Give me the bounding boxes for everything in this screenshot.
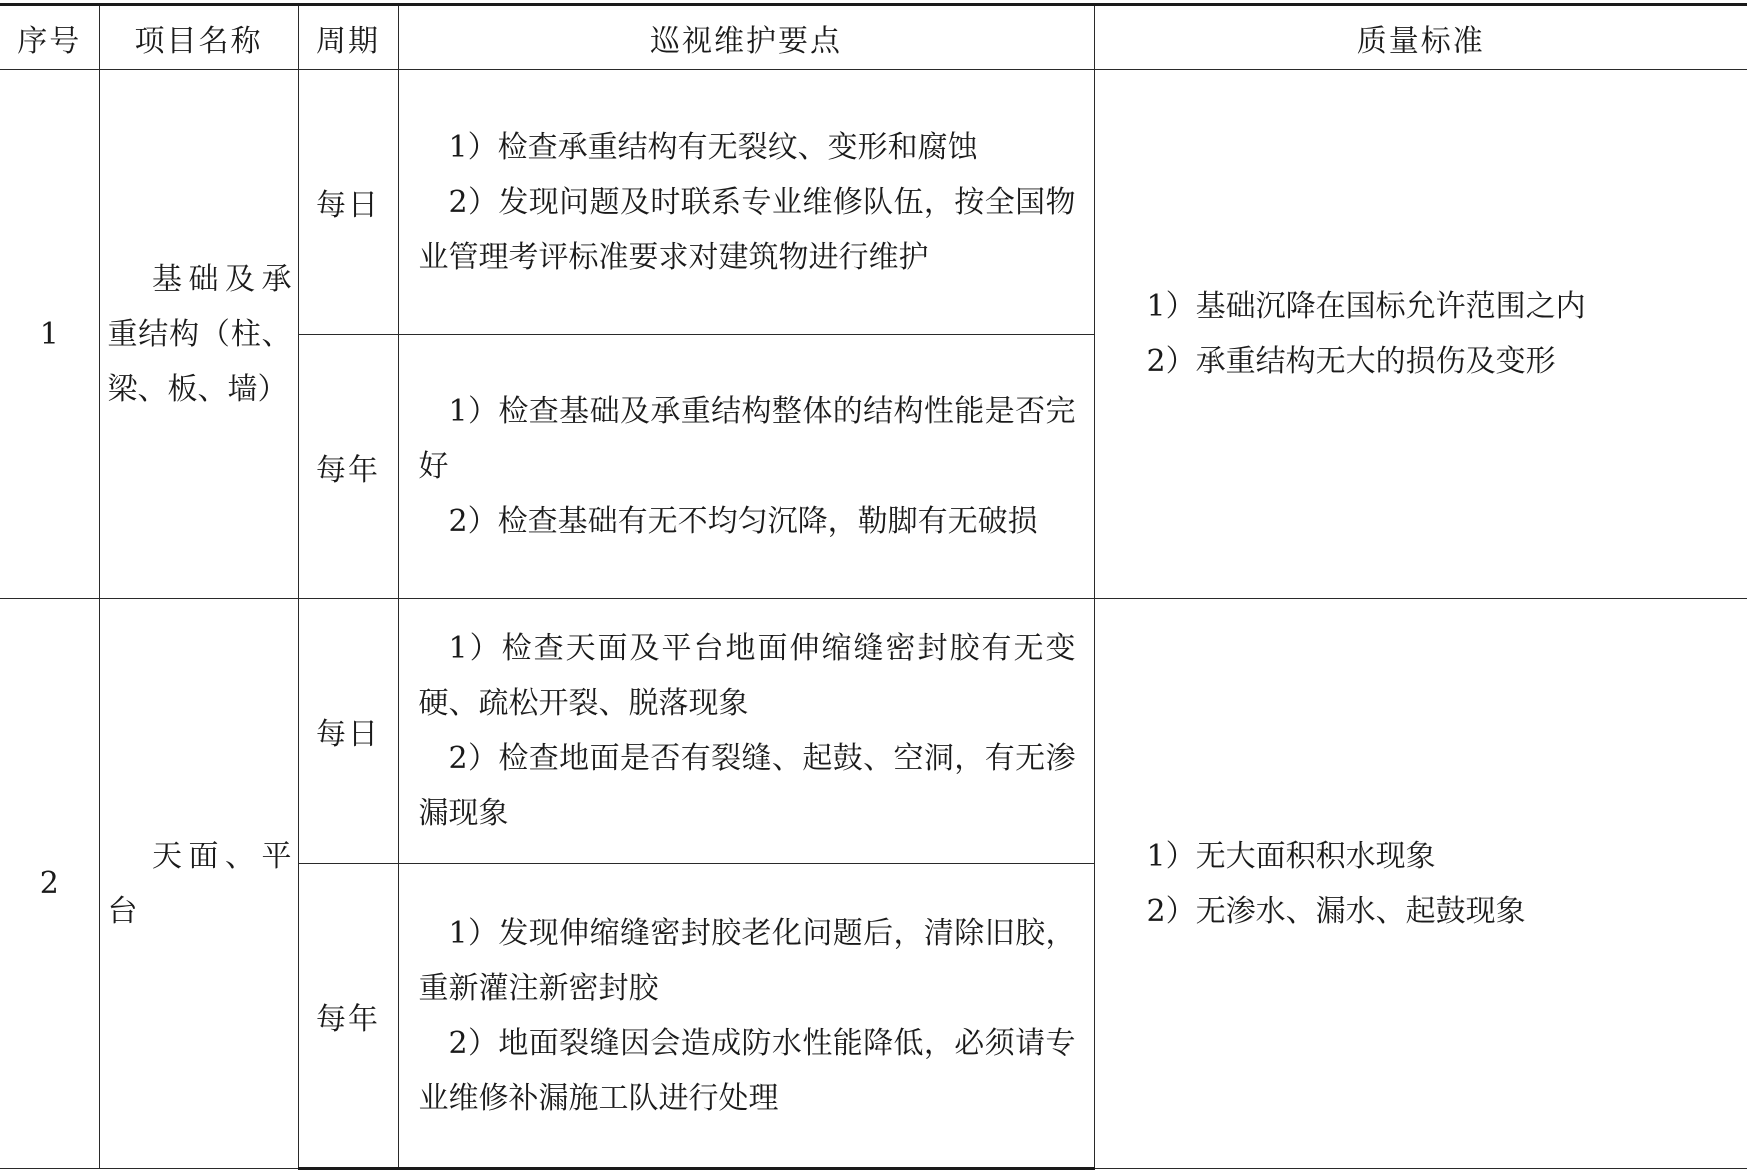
- standard-item: 1）基础沉降在国标允许范围之内: [1146, 289, 1586, 324]
- task-item: 2）检查地面是否有裂缝、起鼓、空洞，有无渗漏现象: [418, 741, 1076, 831]
- cycle-label: 每年: [298, 864, 398, 1169]
- standard-item: 2）承重结构无大的损伤及变形: [1146, 344, 1556, 379]
- item-name: 基础及承重结构（柱、梁、板、墙）: [99, 70, 298, 599]
- standard-item: 2）无渗水、漏水、起鼓现象: [1146, 893, 1526, 929]
- task-item: 2）发现问题及时联系专业维修队伍，按全国物业管理考评标准要求对建筑物进行维护: [418, 184, 1076, 275]
- task-item: 1）检查基础及承重结构整体的结构性能是否完好: [418, 394, 1076, 484]
- cycle-label: 每日: [298, 599, 398, 864]
- task-list: [398, 70, 1094, 335]
- table-row: [0, 599, 1747, 864]
- task-list: [398, 335, 1094, 599]
- task-item: 1）检查承重结构有无裂纹、变形和腐蚀: [448, 129, 978, 165]
- row-number: 1: [0, 70, 99, 599]
- task-list: [398, 599, 1094, 864]
- task-item: 2）地面裂缝因会造成防水性能降低，必须请专业维修补漏施工队进行处理: [418, 1025, 1076, 1116]
- cycle-label: 每日: [298, 70, 398, 335]
- header-cycle: 周期: [298, 5, 398, 70]
- table-row: [0, 70, 1747, 335]
- row-number: 2: [0, 599, 99, 1169]
- quality-standard: [1094, 70, 1747, 599]
- header-standard: 质量标准: [1094, 5, 1747, 70]
- task-list: [398, 864, 1094, 1169]
- item-name: 天面、平台: [99, 599, 298, 1169]
- header-tasks: 巡视维护要点: [398, 5, 1094, 70]
- maintenance-table: [0, 3, 1747, 1170]
- quality-standard: [1094, 599, 1747, 1169]
- task-item: 1）发现伸缩缝密封胶老化问题后，清除旧胶，重新灌注新密封胶: [418, 915, 1076, 1006]
- header-no: 序号: [0, 5, 99, 70]
- table-header-row: [0, 5, 1747, 70]
- standard-item: 1）无大面积积水现象: [1146, 838, 1436, 874]
- cycle-label: 每年: [298, 335, 398, 599]
- task-item: 2）检查基础有无不均匀沉降，勒脚有无破损: [448, 504, 1038, 539]
- task-item: 1）检查天面及平台地面伸缩缝密封胶有无变硬、疏松开裂、脱落现象: [418, 631, 1076, 721]
- header-name: 项目名称: [99, 5, 298, 70]
